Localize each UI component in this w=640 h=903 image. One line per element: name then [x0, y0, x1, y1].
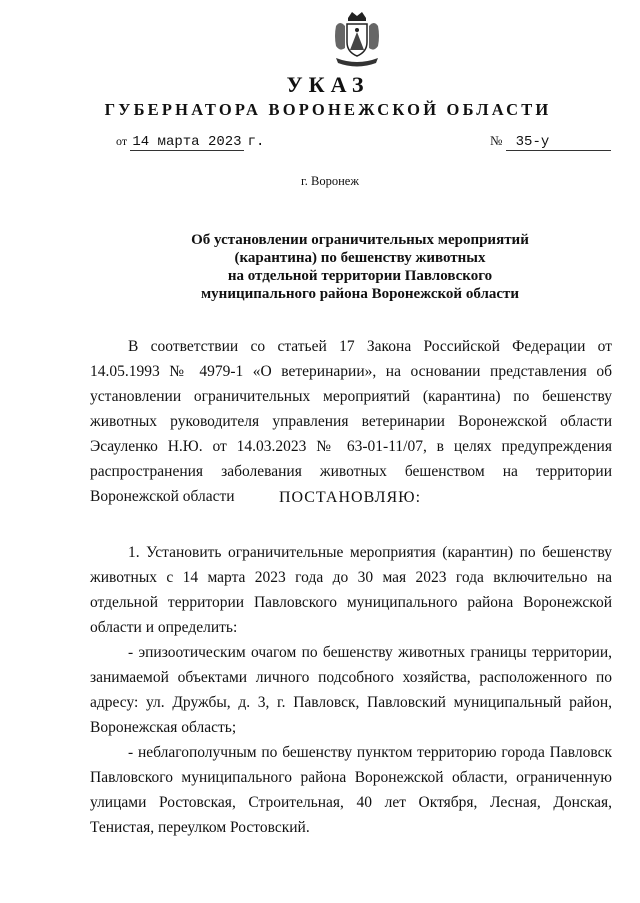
coat-of-arms-icon: [330, 8, 384, 72]
number-line: [490, 133, 611, 151]
date-suffix: г.: [247, 134, 265, 150]
decree-item: - эпизоотическим очагом по бешенству животных границы территории, занимаемой объектами личного подсобного хозяйства, расположенного по адресу: ул. Дружбы, д. 3, г. Павловск, Павловский муниципальный район, Воронежская область;: [90, 644, 612, 736]
number-prefix: №: [490, 133, 503, 148]
document-title-line: (карантина) по бешенству животных: [234, 250, 486, 266]
preamble-section: [90, 334, 612, 509]
decree-title: УКАЗ: [286, 72, 370, 97]
city-label: г. Воронеж: [301, 174, 359, 188]
number-value: 35-у: [506, 134, 611, 151]
issuer-title: ГУБЕРНАТОРА ВОРОНЕЖСКОЙ ОБЛАСТИ: [104, 100, 552, 119]
decree-item: - неблагополучным по бешенству пунктом территорию города Павловск Павловского муниципального района Воронежской области, ограниченную улицами Ростовская, Строительная, 40 лет Октября, Лесная, Донская, Тенистая, переулком Ростовский.: [90, 744, 612, 836]
document-title-line: Об установлении ограничительных мероприятий: [191, 232, 529, 248]
date-prefix: от: [116, 134, 128, 148]
items-section: [90, 540, 612, 840]
document-title: [120, 231, 600, 303]
document-title-line: муниципального района Воронежской области: [200, 286, 520, 302]
date-line: [116, 133, 264, 151]
decree-item: 1. Установить ограничительные мероприятия (карантин) по бешенству животных с 14 марта 2023 года до 30 мая 2023 года включительно на отдельной территории Павловского муниципального района Воронежской области и определить:: [90, 544, 612, 636]
date-value: 14 марта 2023: [130, 134, 244, 151]
decree-word: ПОСТАНОВЛЯЮ:: [278, 489, 422, 506]
document-title-line: на отдельной территории Павловского: [227, 268, 493, 284]
preamble-paragraph: В соответствии со статьей 17 Закона Российской Федерации от 14.05.1993 № 4979-1 «О ветеринарии», на основании представления об установлении ограничительных мероприятий (карантина) по бешенству животных руководителя управления ветеринарии Воронежской области Эсауленко Н.Ю. от 14.03.2023 № 63-01-11/07, в целях предупреждения распространения заболевания животных бешенством на территории Воронежской области: [90, 338, 612, 505]
